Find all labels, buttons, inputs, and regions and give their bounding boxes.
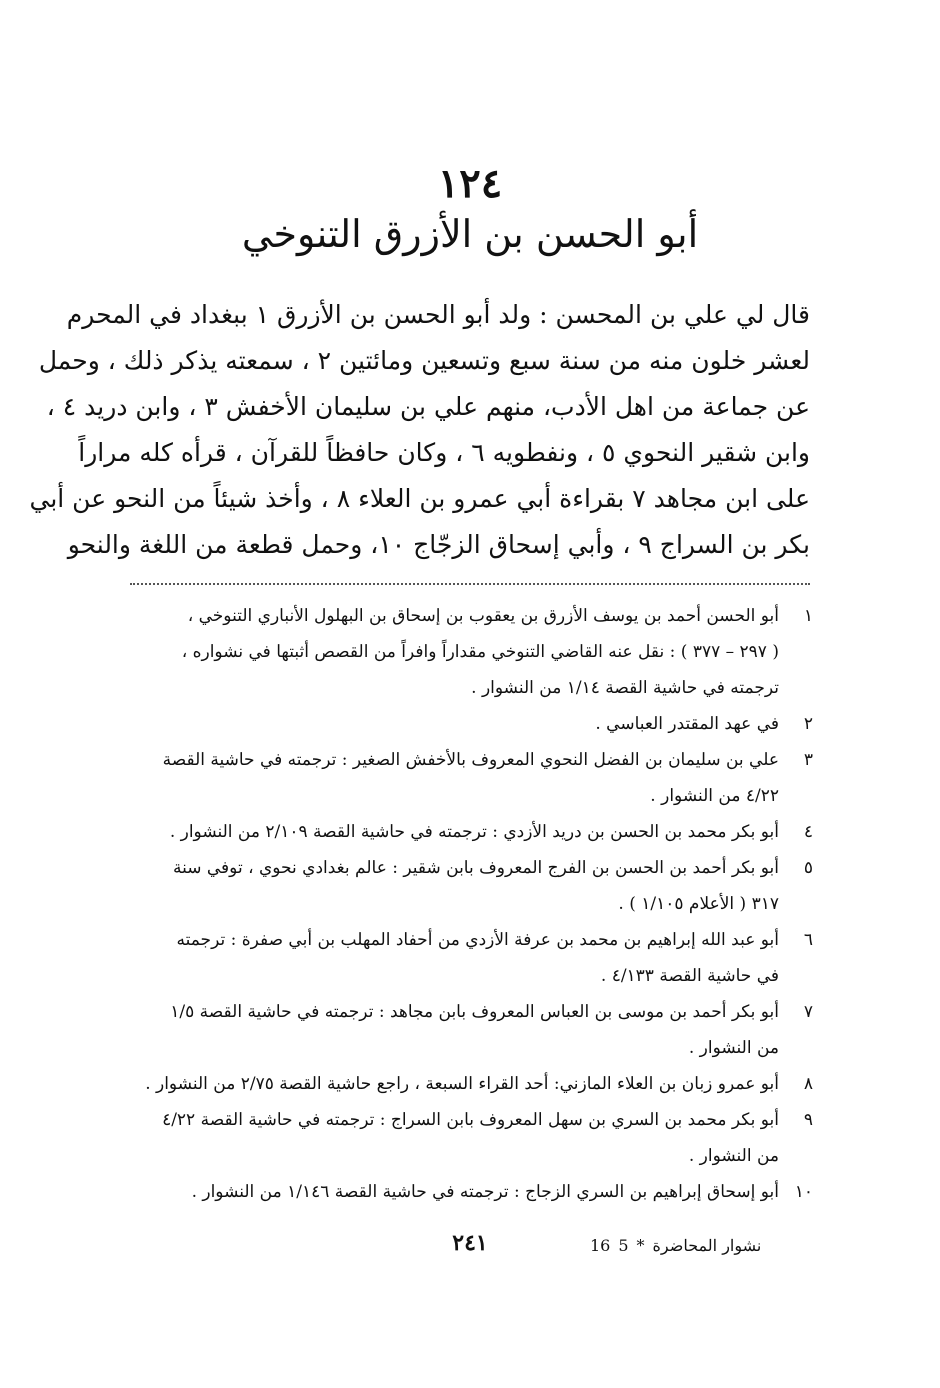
footnote-line: ٤/٢٢ من النشوار .	[650, 786, 779, 806]
footnote-line: من النشوار .	[688, 1146, 779, 1166]
footnote-line: من النشوار .	[688, 1038, 779, 1058]
footnote-line: أبو عبد الله إبراهيم بن محمد بن عرفة الأزدي من أحفاد المهلب بن أبي صفرة : ترجمته	[176, 930, 779, 950]
footnote-text	[128, 922, 779, 994]
printer-signature	[590, 1236, 780, 1255]
footnote-number: ٨	[803, 1074, 813, 1094]
footnote	[128, 1174, 813, 1210]
footnote-line: أبو بكر محمد بن الحسن بن دريد الأزدي : ترجمته في حاشية القصة ٢/١٠٩ من النشوار .	[169, 822, 779, 842]
body-line: قال لي علي بن المحسن : ولد أبو الحسن بن الأزرق ١ ببغداد في المحرم	[66, 300, 810, 329]
footnote-number: ٣	[803, 750, 813, 770]
footnote-number: ١	[803, 606, 813, 626]
footnote-line: أبو عمرو زبان بن العلاء المازني: أحد القراء السبعة ، راجع حاشية القصة ٢/٧٥ من النشوار .	[145, 1074, 779, 1094]
entry-number: ١٢٤	[437, 160, 503, 207]
footnote-text	[128, 814, 779, 850]
footnote-line: أبو إسحاق إبراهيم بن السري الزجاج : ترجمته في حاشية القصة ١/١٤٦ من النشوار .	[191, 1182, 779, 1202]
footnote-text	[128, 1102, 779, 1174]
signature-volume: 5	[618, 1236, 629, 1255]
footnote-line: أبو بكر أحمد بن موسى بن العباس المعروف بابن مجاهد : ترجمته في حاشية القصة ١/٥	[170, 1002, 779, 1022]
footnote-text	[128, 994, 779, 1066]
footnote-text	[128, 598, 779, 706]
footnotes	[128, 598, 813, 1210]
footnote-text	[128, 850, 779, 922]
footnote-text	[128, 1066, 779, 1102]
footnote-text	[128, 742, 779, 814]
body-line: على ابن مجاهد ٧ بقراءة أبي عمرو بن العلاء ٨ ، وأخذ شيئاً من النحو عن أبي	[29, 484, 810, 513]
footnote	[128, 1102, 813, 1174]
footnote-number: ٧	[803, 1002, 813, 1022]
page-number: ٢٤١	[452, 1230, 488, 1256]
footnote-line: في عهد المقتدر العباسي .	[595, 714, 779, 734]
footnote-line: أبو بكر محمد بن السري بن سهل المعروف بابن السراج : ترجمته في حاشية القصة ٤/٢٢	[162, 1110, 779, 1130]
footnote	[128, 706, 813, 742]
body-line: وابن شقير النحوي ٥ ، ونفطويه ٦ ، وكان حافظاً للقرآن ، قرأه كله مراراً	[78, 438, 810, 467]
footnote-number: ٢	[803, 714, 813, 734]
signature-sheet: 16	[590, 1236, 611, 1255]
body-text	[29, 292, 810, 568]
footnote	[128, 742, 813, 814]
footnote-line: ترجمته في حاشية القصة ١/١٤ من النشوار .	[471, 678, 779, 698]
footnote-text	[128, 1174, 779, 1210]
footnote-line: علي بن سليمان بن الفضل النحوي المعروف بالأخفش الصغير : ترجمته في حاشية القصة	[162, 750, 779, 770]
footnote-separator	[130, 583, 810, 585]
footnote-line: ٣١٧ ( الأعلام ١/١٠٥ ) .	[618, 894, 779, 914]
footnote-number: ٤	[803, 822, 813, 842]
footnote-line: أبو الحسن أحمد بن يوسف الأزرق بن يعقوب بن إسحاق بن البهلول الأنباري التنوخي ،	[187, 606, 779, 626]
footnote	[128, 922, 813, 994]
footnote-text	[128, 706, 779, 742]
body-line: بكر بن السراج ٩ ، وأبي إسحاق الزجّاج ١٠، وحمل قطعة من اللغة والنحو	[67, 530, 810, 559]
footnote-number: ٩	[803, 1110, 813, 1130]
footnote	[128, 850, 813, 922]
signature-book: نشوار المحاضرة	[652, 1236, 762, 1255]
footnote-line: أبو بكر أحمد بن الحسن بن الفرج المعروف بابن شقير : عالم بغدادي نحوي ، توفي سنة	[172, 858, 779, 878]
signature-star: *	[636, 1236, 645, 1255]
body-line: عن جماعة من اهل الأدب، منهم علي بن سليمان الأخفش ٣ ، وابن دريد ٤ ،	[46, 392, 810, 421]
footnote-number: ٥	[803, 858, 813, 878]
entry-title: أبو الحسن بن الأزرق التنوخي	[241, 212, 699, 256]
footnote	[128, 598, 813, 706]
footnote	[128, 994, 813, 1066]
footnote-line: ( ٢٩٧ – ٣٧٧ ) : نقل عنه القاضي التنوخي مقداراً وافراً من القصص أثبتها في نشواره ،	[181, 642, 779, 662]
footnote-number: ١٠	[794, 1182, 813, 1202]
footnote	[128, 1066, 813, 1102]
footnote	[128, 814, 813, 850]
footnote-line: في حاشية القصة ٤/١٣٣ .	[600, 966, 779, 986]
body-line: لعشر خلون منه من سنة سبع وتسعين ومائتين ٢ ، سمعته يذكر ذلك ، وحمل	[38, 346, 810, 375]
footnote-number: ٦	[803, 930, 813, 950]
